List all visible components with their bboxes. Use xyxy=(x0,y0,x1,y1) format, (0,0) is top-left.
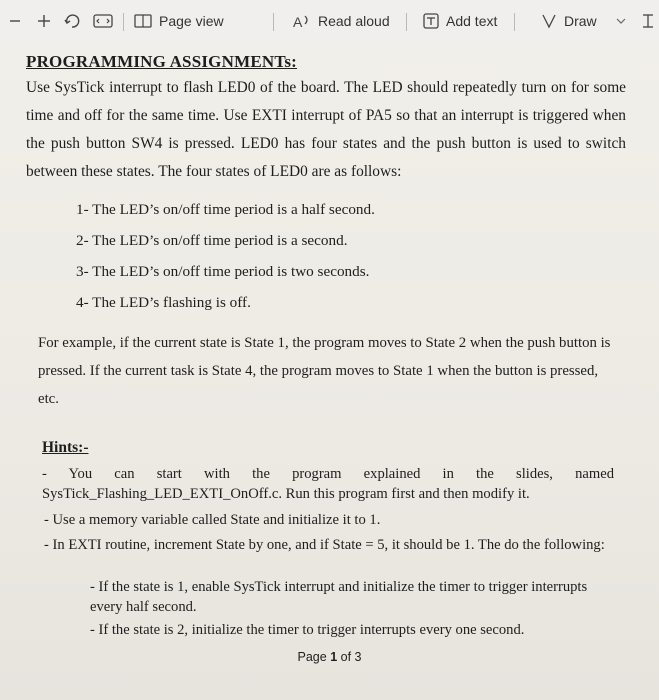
page-total: 3 xyxy=(354,650,362,664)
hint-item: - You can start with the program explained in the slides, named SysTick_Flashing_LED_EXTI_OnOff.c. Run this program first and then modify it. xyxy=(42,466,614,502)
list-item: 4- The LED’s flashing is off. xyxy=(76,294,251,311)
page-of: of xyxy=(340,650,352,664)
example-paragraph: For example, if the current state is State 1, the program moves to State 2 when the push button is pressed. If the current task is State 4, the program moves to State 1 when the button is pressed, etc. xyxy=(38,335,611,407)
pdf-toolbar xyxy=(0,0,659,45)
page-indicator xyxy=(0,650,659,664)
fit-page-button[interactable] xyxy=(92,11,114,31)
page-title: PROGRAMMING ASSIGNMENTs: xyxy=(26,52,297,71)
hint-sub-item: - If the state is 2, initialize the timer to trigger interrupts every one second. xyxy=(90,622,525,638)
draw-label: Draw xyxy=(564,13,597,29)
zoom-in-button[interactable] xyxy=(36,11,52,31)
fit-width-icon xyxy=(92,11,114,31)
list-item: 3- The LED’s on/off time period is two seconds. xyxy=(76,263,370,280)
rotate-icon xyxy=(62,11,82,31)
page-view-icon xyxy=(133,12,153,30)
zoom-out-button[interactable] xyxy=(8,11,22,31)
page-view-label: Page view xyxy=(159,13,224,29)
hint-item: - In EXTI routine, increment State by one, and if State = 5, it should be 1. The do the following: xyxy=(44,537,605,553)
list-item: 2- The LED’s on/off time period is a second. xyxy=(76,232,348,249)
plus-icon xyxy=(36,11,52,31)
rotate-button[interactable] xyxy=(62,11,82,31)
page-view-button[interactable] xyxy=(133,12,224,30)
highlighter-icon xyxy=(640,12,656,30)
list-item: 1- The LED’s on/off time period is a half second. xyxy=(76,201,375,218)
hint-sub-item: - If the state is 1, enable SysTick interrupt and initialize the timer to trigger interrupts every half second. xyxy=(90,579,588,615)
read-aloud-icon xyxy=(292,12,312,30)
chevron-down-icon[interactable] xyxy=(615,15,627,27)
hint-item: - Use a memory variable called State and initialize it to 1. xyxy=(44,512,381,528)
page-label: Page xyxy=(297,650,327,664)
minus-icon xyxy=(8,11,22,31)
more-tools-button[interactable] xyxy=(640,12,656,30)
toolbar-divider xyxy=(406,13,407,31)
page-current: 1 xyxy=(330,650,338,664)
svg-text:A: A xyxy=(293,14,303,30)
toolbar-divider xyxy=(273,13,274,31)
add-text-label: Add text xyxy=(446,13,498,29)
toolbar-divider xyxy=(514,13,515,31)
document-page xyxy=(0,44,659,700)
add-text-icon xyxy=(422,12,440,30)
intro-paragraph: Use SysTick interrupt to flash LED0 of the board. The LED should repeatedly turn on for some time and off for the same time. Use EXTI interrupt of PA5 so that an interrupt is triggered when the push button SW4 is pressed. LED0 has four states and the push button is used to switch between these states. The four states of LED0 are as follows: xyxy=(26,79,626,180)
draw-pen-icon xyxy=(540,12,558,30)
toolbar-divider xyxy=(123,13,124,31)
hints-heading: Hints:- xyxy=(42,439,89,456)
add-text-button[interactable] xyxy=(422,12,497,30)
read-aloud-button[interactable] xyxy=(292,12,390,30)
read-aloud-label: Read aloud xyxy=(318,13,390,29)
draw-button[interactable] xyxy=(540,12,627,30)
states-list xyxy=(76,194,375,318)
